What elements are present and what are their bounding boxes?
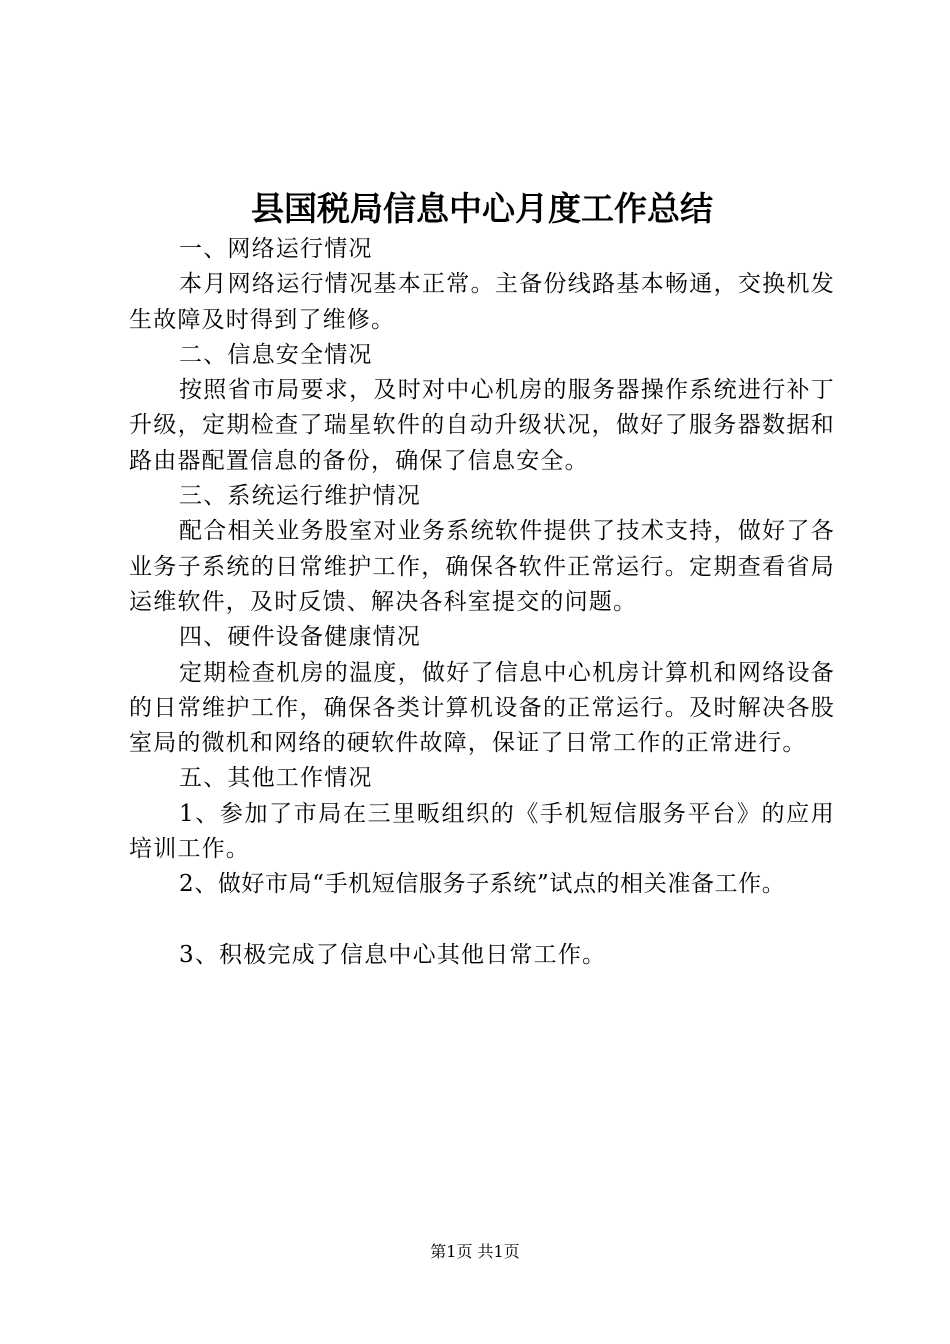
list-item-other-2: 2、做好市局“手机短信服务子系统”试点的相关准备工作。 bbox=[179, 871, 786, 898]
section-heading-security: 二、信息安全情况 bbox=[179, 341, 373, 368]
page-footer: 第1页 共1页 bbox=[430, 1242, 520, 1261]
section-heading-system: 三、系统运行维护情况 bbox=[179, 483, 421, 510]
paragraph-system: 配合相关业务股室对业务系统软件提供了技术支持，做好了各业务子系统的日常维护工作，确保各软件正常运行。定期查看省局运维软件，及时反馈、解决各科室提交的问题。 bbox=[129, 518, 835, 615]
list-item-other-3: 3、积极完成了信息中心其他日常工作。 bbox=[179, 941, 607, 968]
document-body bbox=[129, 232, 835, 973]
section-heading-other: 五、其他工作情况 bbox=[179, 765, 373, 792]
page-title: 县国税局信息中心月度工作总结 bbox=[251, 189, 713, 228]
paragraph-hardware: 定期检查机房的温度，做好了信息中心机房计算机和网络设备的日常维护工作，确保各类计算机设备的正常运行。及时解决各股室局的微机和网络的硬软件故障，保证了日常工作的正常进行。 bbox=[129, 659, 835, 757]
section-heading-hardware: 四、硬件设备健康情况 bbox=[179, 624, 421, 651]
paragraph-network: 本月网络运行情况基本正常。主备份线路基本畅通，交换机发生故障及时得到了维修。 bbox=[129, 271, 835, 333]
list-item-other-1: 1、参加了市局在三里畈组织的《手机短信服务平台》的应用培训工作。 bbox=[129, 800, 835, 863]
paragraph-security: 按照省市局要求，及时对中心机房的服务器操作系统进行补丁升级，定期检查了瑞星软件的自动升级状况，做好了服务器数据和路由器配置信息的备份，确保了信息安全。 bbox=[129, 377, 835, 474]
section-heading-network: 一、网络运行情况 bbox=[179, 236, 373, 262]
